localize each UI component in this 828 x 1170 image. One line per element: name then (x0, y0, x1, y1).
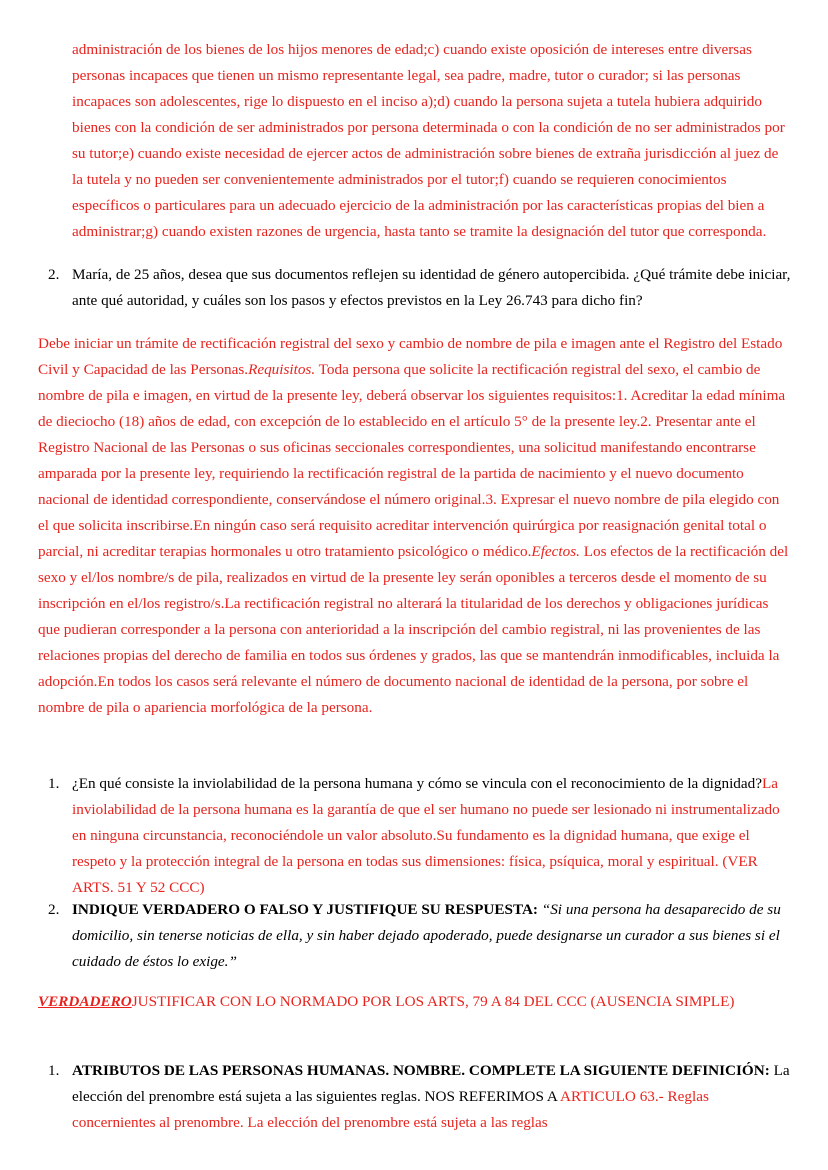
list-number: 1. (48, 1062, 60, 1079)
question-2-verdadero-falso (48, 897, 792, 975)
question-text: María, de 25 años, desea que sus documentos reflejen su identidad de género autopercibida. ¿Qué trámite debe iniciar, ante qué autoridad, y cuáles son los pasos y efectos previstos en la Ley 26.743 para dicho fin? (72, 266, 791, 309)
question-2-identidad (48, 262, 792, 314)
answer-part-3: Los efectos de la rectificación del sexo y el/los nombre/s de pila, realizados en virtud de la presente ley serán oponibles a terceros desde el momento de su inscripción en el/los registro/s.La rectificación registral no alterará la titularidad de los derechos y obligaciones jurídicas que pudieran corresponder a la persona con anterioridad a la inscripción del cambio registral, ni las provenientes de las relaciones propias del derecho de familia en todos sus órdenes y grados, las que se mantendrán inmodificables, incluida la adopción.En todos los casos será relevante el número de documento nacional de identidad de la persona, por sobre el nombre de pila o apariencia morfológica de la persona. (38, 543, 789, 716)
question-1-inviolabilidad (48, 771, 792, 901)
question-text: La elección del prenombre está sujeta a las siguientes reglas. NOS REFERIMOS A (72, 1062, 790, 1105)
requisitos-label: Requisitos. (248, 361, 316, 378)
list-number: 2. (48, 901, 60, 918)
answer-text: ARTICULO 63.- Reglas concernientes al prenombre. La elección del prenombre está sujeta a las reglas (72, 1088, 709, 1131)
answer-verdadero (38, 989, 790, 1015)
question-heading: INDIQUE VERDADERO O FALSO Y JUSTIFIQUE SU RESPUESTA: (72, 901, 538, 918)
list-number: 1. (48, 775, 60, 792)
question-heading: ATRIBUTOS DE LAS PERSONAS HUMANAS. NOMBRE. COMPLETE LA SIGUIENTE DEFINICIÓN: (72, 1062, 770, 1079)
answer-text: La inviolabilidad de la persona humana es la garantía de que el ser humano no puede ser lesionado ni instrumentalizado en ninguna circunstancia, reconociéndole un valor absoluto.Su fundamento es la dignidad humana, que exige el respeto y la protección integral de la persona en todas sus dimensiones: física, psíquica, moral y espiritual. (VER ARTS. 51 Y 52 CCC) (72, 775, 780, 896)
question-text: ¿En qué consiste la inviolabilidad de la persona humana y cómo se vincula con el reconocimiento de la dignidad? (72, 775, 762, 792)
answer-part-2: Toda persona que solicite la rectificación registral del sexo, el cambio de nombre de pila e imagen, en virtud de la presente ley, deberá observar los siguientes requisitos:1. Acreditar la edad mínima de dieciocho (18) años de edad, con excepción de lo establecido en el artículo 5° de la presente ley.2. Presentar ante el Registro Nacional de las Personas o sus oficinas seccionales correspondientes, una solicitud manifestando encontrarse amparada por la presente ley, requiriendo la rectificación registral de la partida de nacimiento y el nuevo documento nacional de identidad correspondiente, conservándose el número original.3. Expresar el nuevo nombre de pila elegido con el que solicita inscribirse.En ningún caso será requisito acreditar intervención quirúrgica por reasignación genital total o parcial, ni acreditar terapias hormonales u otro tratamiento psicológico o médico. (38, 361, 786, 560)
tutela-text: administración de los bienes de los hijos menores de edad;c) cuando existe oposición de intereses entre diversas personas incapaces que tienen un mismo representante legal, sea padre, madre, tutor o curador; si las personas incapaces son adolescentes, rige lo dispuesto en el inciso a);d) cuando la persona sujeta a tutela hubiera adquirido bienes con la condición de ser administrados por persona determinada o con la condición de no ser administrados por su tutor;e) cuando existe necesidad de ejercer actos de administración sobre bienes de extraña jurisdicción al juez de la tutela y no pueden ser convenientemente administrados por el tutor;f) cuando se requieren conocimientos específicos o particulares para un adecuado ejercicio de la administración por las características propias del bien a administrar;g) cuando existen razones de urgencia, hasta tanto se tramite la designación del tutor que corresponda. (72, 41, 785, 240)
tutela-continuation-answer (72, 37, 792, 245)
answer-part-1: Debe iniciar un trámite de rectificación registral del sexo y cambio de nombre de pila e imagen ante el Registro del Estado Civil y Capacidad de las Personas. (38, 335, 783, 378)
question-quote: “Si una persona ha desaparecido de su domicilio, sin tenerse noticias de ella, y sin haber dejado apoderado, puede designarse un curador a sus bienes si el cuidado de éstos lo exige.” (72, 901, 781, 970)
justification-text: JUSTIFICAR CON LO NORMADO POR LOS ARTS, 79 A 84 DEL CCC (AUSENCIA SIMPLE) (131, 993, 735, 1010)
question-1-atributos (48, 1058, 792, 1136)
verdict-label: VERDADERO (38, 993, 132, 1010)
answer-identidad-genero (38, 331, 790, 721)
list-number: 2. (48, 266, 60, 283)
efectos-label: Efectos. (531, 543, 580, 560)
